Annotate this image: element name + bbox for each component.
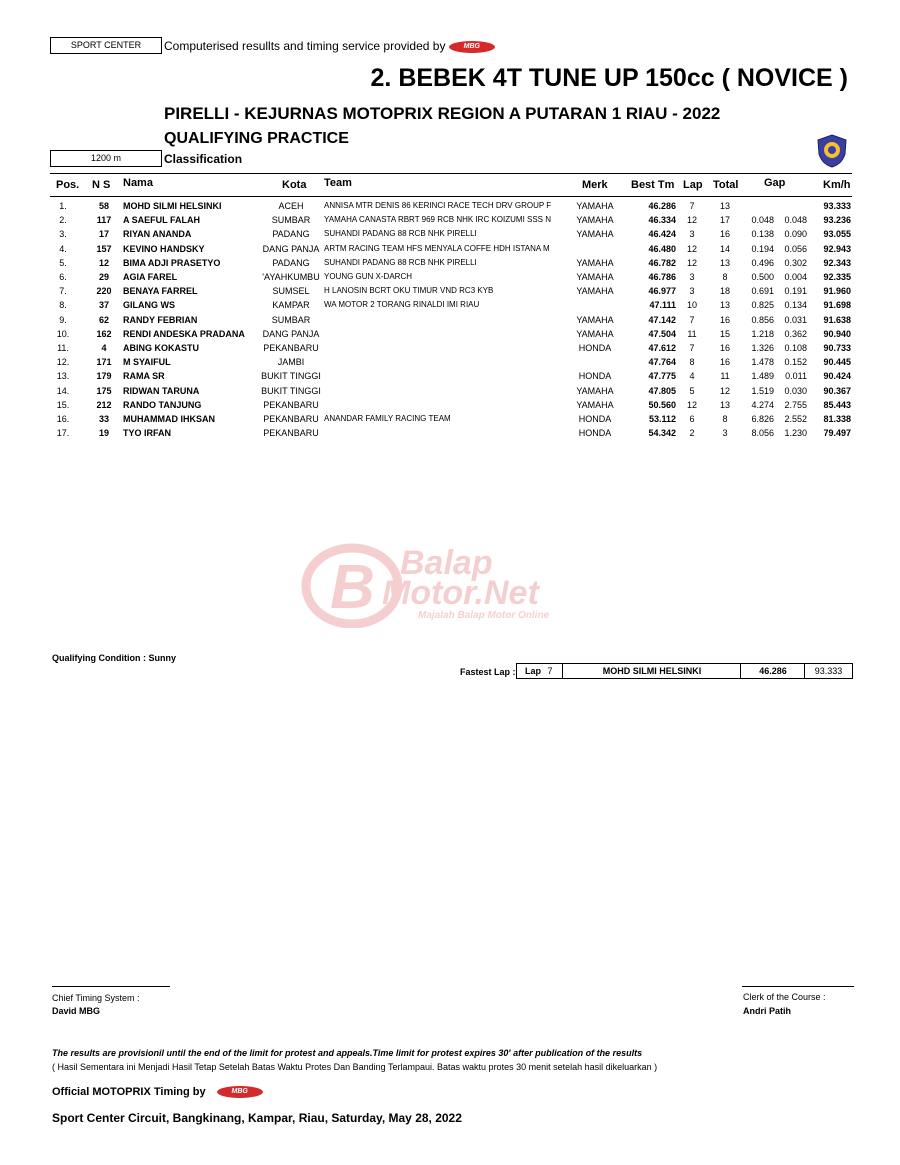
clerk-signature-line <box>742 986 854 987</box>
cell-gap1: 4.274 <box>751 399 774 410</box>
col-gap: Gap <box>764 177 786 189</box>
cell-lap: 3 <box>689 229 695 240</box>
cell-kmh: 79.497 <box>823 428 851 439</box>
watermark-line1: Balap <box>400 544 493 582</box>
cell-merk: YAMAHA <box>576 229 614 240</box>
chief-timing-label: Chief Timing System : <box>52 993 140 1003</box>
cell-kmh: 90.367 <box>823 385 851 396</box>
cell-best: 47.764 <box>648 357 676 368</box>
cell-gap2: 1.230 <box>784 428 807 439</box>
table-row <box>0 313 900 327</box>
cell-kota: BUKIT TINGGI <box>261 371 321 382</box>
cell-nama: M SYAIFUL <box>123 357 171 368</box>
cell-merk: HONDA <box>578 428 612 439</box>
cell-total: 15 <box>719 328 730 339</box>
cell-kmh: 92.343 <box>823 257 851 268</box>
cell-kmh: 92.943 <box>823 243 851 254</box>
cell-ns: 62 <box>98 314 109 325</box>
cell-merk: YAMAHA <box>576 201 614 211</box>
col-lap: Lap <box>683 179 703 191</box>
fastest-lap-lap-label: Lap <box>525 666 542 676</box>
cell-lap: 2 <box>689 428 695 439</box>
col-kmh: Km/h <box>823 179 851 191</box>
cell-nama: RENDI ANDESKA PRADANA <box>123 328 245 339</box>
cell-gap1: 0.138 <box>751 229 774 240</box>
official-timing <box>52 1086 263 1098</box>
cell-gap1: 0.194 <box>751 243 774 254</box>
cell-pos: 14. <box>56 385 70 396</box>
cell-team: WA MOTOR 2 TORANG RINALDI IMI RIAU <box>324 300 480 310</box>
cell-nama: MUHAMMAD IHKSAN <box>123 414 215 424</box>
session-title: QUALIFYING PRACTICE <box>164 130 349 147</box>
venue-box <box>50 37 162 54</box>
cell-ns: 33 <box>98 414 109 424</box>
cell-kmh: 90.733 <box>823 343 851 353</box>
cell-ns: 58 <box>98 201 109 211</box>
table-row <box>0 227 900 241</box>
cell-gap2: 0.004 <box>784 272 807 282</box>
cell-lap: 12 <box>686 215 697 226</box>
cell-pos: 17. <box>56 428 70 439</box>
cell-nama: RANDO TANJUNG <box>123 399 202 410</box>
disclaimer-indonesian: ( Hasil Sementara ini Menjadi Hasil Tetap Setelah Batas Waktu Protes Dan Banding Terlampaui. Batas waktu protes 30 menit setelah hasil dikeluarkan ) <box>52 1062 658 1072</box>
cell-total: 16 <box>719 357 730 368</box>
venue-label: SPORT CENTER <box>70 40 142 50</box>
watermark-line2: Motor.Net <box>382 574 539 612</box>
cell-gap2: 0.152 <box>784 357 807 368</box>
cell-gap1: 1.489 <box>751 371 774 382</box>
clerk-name: Andri Patih <box>743 1006 792 1016</box>
cell-kota: PADANG <box>272 257 310 268</box>
cell-nama: AGIA FAREL <box>123 272 178 282</box>
cell-pos: 12. <box>56 357 70 368</box>
col-pos: Pos. <box>56 179 80 191</box>
mbg-logo-icon: MBG <box>449 41 495 53</box>
cell-total: 13 <box>719 257 730 268</box>
cell-pos: 3. <box>59 229 67 240</box>
table-row <box>0 426 900 440</box>
cell-kmh: 93.333 <box>823 201 851 211</box>
cell-pos: 1. <box>59 201 67 211</box>
cell-gap1: 6.826 <box>751 414 774 424</box>
table-row <box>0 284 900 298</box>
cell-gap1: 0.856 <box>751 314 774 325</box>
cell-ns: 157 <box>96 243 112 254</box>
cell-gap2: 0.090 <box>784 229 807 240</box>
cell-pos: 13. <box>56 371 70 382</box>
cell-ns: 220 <box>96 286 112 297</box>
cell-best: 50.560 <box>648 399 676 410</box>
cell-lap: 12 <box>686 257 697 268</box>
cell-ns: 4 <box>101 343 107 353</box>
svg-text:B: B <box>330 553 375 622</box>
cell-gap2: 0.031 <box>784 314 807 325</box>
cell-merk: YAMAHA <box>576 385 614 396</box>
table-row <box>0 369 900 383</box>
cell-merk: YAMAHA <box>576 328 614 339</box>
cell-best: 46.977 <box>648 286 676 297</box>
cell-kota: PEKANBARU <box>263 428 319 439</box>
cell-kota: PEKANBARU <box>263 399 319 410</box>
cell-ns: 37 <box>98 300 109 311</box>
cell-nama: BENAYA FARREL <box>123 286 198 297</box>
cell-kota: JAMBI <box>277 357 305 368</box>
watermark <box>300 538 600 628</box>
fastest-lap-label: Fastest Lap : <box>460 667 516 677</box>
cell-ns: 117 <box>96 215 112 226</box>
cell-total: 8 <box>722 414 728 424</box>
cell-gap1: 0.500 <box>751 272 774 282</box>
cell-total: 17 <box>719 215 730 226</box>
cell-ns: 19 <box>98 428 109 439</box>
cell-best: 47.612 <box>648 343 676 353</box>
table-row <box>0 327 900 341</box>
cell-best: 46.424 <box>648 229 676 240</box>
cell-pos: 9. <box>59 314 67 325</box>
cell-total: 3 <box>722 428 728 439</box>
cell-lap: 3 <box>689 272 695 282</box>
cell-best: 46.786 <box>648 272 676 282</box>
table-row <box>0 341 900 355</box>
cell-kota: SUMBAR <box>271 215 311 226</box>
event-location: Sport Center Circuit, Bangkinang, Kampar, Riau, Saturday, May 28, 2022 <box>52 1111 462 1125</box>
cell-ns: 175 <box>96 385 112 396</box>
cell-kmh: 90.445 <box>823 357 851 368</box>
cell-ns: 212 <box>96 399 112 410</box>
table-row <box>0 398 900 412</box>
cell-gap1: 1.519 <box>751 385 774 396</box>
cell-gap2: 0.011 <box>785 371 807 382</box>
disclaimer: The results are provisionil until the end of the limit for protest and appeals.Time limit for protest expires 30' after publication of the results <box>52 1048 643 1058</box>
cell-nama: RAMA SR <box>123 371 165 382</box>
cell-merk: YAMAHA <box>576 215 614 226</box>
cell-gap1: 0.825 <box>751 300 774 311</box>
fastest-lap-rider: MOHD SILMI HELSINKI <box>562 663 742 679</box>
cell-gap2: 0.056 <box>784 243 807 254</box>
cell-kmh: 91.698 <box>823 300 851 311</box>
cell-nama: TYO IRFAN <box>123 428 172 439</box>
cell-ns: 162 <box>96 328 112 339</box>
cell-gap1: 1.218 <box>751 328 774 339</box>
cell-lap: 8 <box>689 357 695 368</box>
cell-total: 16 <box>719 343 730 353</box>
cell-team: YAMAHA CANASTA RBRT 969 RCB NHK IRC KOIZUMI SSS N <box>324 215 552 225</box>
cell-nama: GILANG WS <box>123 300 175 311</box>
cell-kota: PEKANBARU <box>263 343 319 353</box>
cell-best: 47.504 <box>648 328 676 339</box>
cell-gap1: 8.056 <box>751 428 774 439</box>
col-ns: N S <box>92 179 111 191</box>
cell-merk: YAMAHA <box>576 272 614 282</box>
col-kota: Kota <box>282 179 307 191</box>
cell-kota: KAMPAR <box>272 300 310 311</box>
official-timing-text: Official MOTOPRIX Timing by <box>52 1086 206 1098</box>
cell-lap: 12 <box>686 399 697 410</box>
cell-best: 47.111 <box>649 300 676 311</box>
cell-kmh: 92.335 <box>823 272 851 282</box>
chief-timing-name: David MBG <box>52 1006 101 1016</box>
cell-total: 18 <box>719 286 730 297</box>
watermark-tagline: Majalah Balap Motor Online <box>418 610 550 621</box>
cell-pos: 6. <box>59 272 67 282</box>
cell-pos: 5. <box>59 257 67 268</box>
shield-emblem-icon <box>816 134 848 168</box>
cell-merk: YAMAHA <box>576 399 614 410</box>
cell-gap1: 1.478 <box>751 357 774 368</box>
cell-merk: HONDA <box>578 343 612 353</box>
cell-team: ARTM RACING TEAM HFS MENYALA COFFE HDH ISTANA M <box>324 243 550 253</box>
cell-gap2: 0.362 <box>784 328 807 339</box>
chief-signature-line <box>52 986 170 987</box>
cell-pos: 4. <box>59 243 67 254</box>
cell-total: 13 <box>719 300 730 311</box>
mbg-footer-logo-icon: MBG <box>217 1086 263 1098</box>
cell-kota: DANG PANJA <box>262 328 320 339</box>
cell-ns: 12 <box>98 257 109 268</box>
cell-total: 16 <box>719 229 730 240</box>
cell-gap2: 0.302 <box>784 257 807 268</box>
cell-total: 16 <box>719 314 730 325</box>
cell-ns: 171 <box>96 357 112 368</box>
cell-gap2: 0.030 <box>784 385 807 396</box>
col-best: Best Tm <box>631 179 675 191</box>
event-subtitle: PIRELLI - KEJURNAS MOTOPRIX REGION A PUTARAN 1 RIAU - 2022 <box>164 104 721 123</box>
cell-pos: 7. <box>59 286 67 297</box>
table-row <box>0 384 900 398</box>
cell-merk: HONDA <box>578 371 612 382</box>
cell-team: SUHANDI PADANG 88 RCB NHK PIRELLI <box>324 229 477 239</box>
cell-gap1: 1.326 <box>751 343 774 353</box>
cell-nama: KEVINO HANDSKY <box>123 243 205 254</box>
cell-best: 47.775 <box>648 371 676 382</box>
distance-label: 1200 m <box>90 153 122 163</box>
cell-team: H LANOSIN BCRT OKU TIMUR VND RC3 KYB <box>324 286 494 296</box>
cell-lap: 12 <box>686 243 697 254</box>
cell-best: 54.342 <box>648 428 676 439</box>
col-merk: Merk <box>582 179 608 191</box>
cell-kmh: 81.338 <box>823 414 851 424</box>
cell-best: 47.142 <box>648 314 676 325</box>
cell-kota: BUKIT TINGGI <box>261 385 321 396</box>
cell-team: YOUNG GUN X-DARCH <box>324 272 413 281</box>
cell-pos: 15. <box>56 399 70 410</box>
cell-kmh: 93.236 <box>823 215 851 226</box>
col-total: Total <box>713 179 739 191</box>
cell-lap: 10 <box>686 300 697 311</box>
cell-lap: 7 <box>689 343 695 353</box>
cell-lap: 7 <box>689 314 695 325</box>
clerk-label: Clerk of the Course : <box>743 992 826 1002</box>
cell-merk: YAMAHA <box>576 314 614 325</box>
cell-pos: 8. <box>59 300 67 311</box>
cell-nama: ABING KOKASTU <box>123 343 199 353</box>
cell-lap: 5 <box>689 385 695 396</box>
cell-lap: 3 <box>689 286 695 297</box>
cell-best: 46.782 <box>648 257 676 268</box>
cell-ns: 179 <box>96 371 112 382</box>
cell-merk: YAMAHA <box>576 257 614 268</box>
table-row <box>0 242 900 256</box>
cell-best: 53.112 <box>648 414 676 424</box>
cell-merk: HONDA <box>578 414 612 424</box>
results-table <box>0 199 900 444</box>
cell-kota: SUMSEL <box>272 286 310 297</box>
cell-lap: 11 <box>687 328 697 339</box>
cell-kmh: 93.055 <box>823 229 851 240</box>
table-row <box>0 270 900 284</box>
cell-kota: DANG PANJA <box>262 243 320 254</box>
distance-box <box>50 150 162 167</box>
cell-gap1: 0.048 <box>751 215 774 226</box>
table-row <box>0 355 900 369</box>
cell-pos: 11. <box>57 343 69 353</box>
cell-gap2: 0.048 <box>784 215 807 226</box>
cell-team: ANANDAR FAMILY RACING TEAM <box>324 414 451 423</box>
col-nama: Nama <box>123 177 153 189</box>
cell-total: 12 <box>719 385 730 396</box>
cell-total: 11 <box>720 371 730 382</box>
qualifying-condition: Qualifying Condition : Sunny <box>52 653 176 663</box>
cell-kmh: 91.960 <box>823 286 851 297</box>
cell-gap2: 0.108 <box>784 343 807 353</box>
cell-nama: RIYAN ANANDA <box>123 229 192 240</box>
provided-text: Computerised resullts and timing service provided by <box>164 39 446 53</box>
cell-gap1: 0.496 <box>751 257 774 268</box>
cell-lap: 4 <box>689 371 695 382</box>
cell-total: 13 <box>719 399 730 410</box>
table-row <box>0 298 900 312</box>
table-row <box>0 256 900 270</box>
cell-gap2: 0.134 <box>784 300 807 311</box>
fastest-lap-lap: 7 <box>547 666 553 676</box>
cell-total: 13 <box>719 201 730 211</box>
cell-kota: ACEH <box>278 201 304 211</box>
table-row <box>0 199 900 213</box>
cell-pos: 16. <box>56 414 70 424</box>
cell-merk: YAMAHA <box>576 286 614 297</box>
cell-kota: 'AYAHKUMBU <box>262 272 320 282</box>
cell-total: 14 <box>719 243 730 254</box>
cell-nama: RIDWAN TARUNA <box>123 385 200 396</box>
cell-kota: SUMBAR <box>271 314 311 325</box>
cell-lap: 6 <box>689 414 695 424</box>
cell-kmh: 90.424 <box>823 371 851 382</box>
cell-team: SUHANDI PADANG 88 RCB NHK PIRELLI <box>324 257 477 267</box>
cell-nama: MOHD SILMI HELSINKI <box>123 201 222 211</box>
cell-kmh: 85.443 <box>823 399 851 410</box>
cell-kmh: 90.940 <box>823 328 851 339</box>
cell-lap: 7 <box>689 201 695 211</box>
classification-label: Classification <box>164 152 243 166</box>
cell-ns: 29 <box>98 272 109 282</box>
cell-best: 47.805 <box>648 385 676 396</box>
cell-gap1: 0.691 <box>751 286 774 297</box>
cell-team: ANNISA MTR DENIS 86 KERINCI RACE TECH DRV GROUP F <box>324 201 552 210</box>
cell-best: 46.480 <box>648 243 676 254</box>
cell-nama: A SAEFUL FALAH <box>123 215 201 226</box>
cell-kota: PADANG <box>272 229 310 240</box>
fastest-lap-speed: 93.333 <box>804 663 853 679</box>
table-row <box>0 213 900 227</box>
fastest-lap-number-box <box>516 663 564 679</box>
table-header <box>50 173 852 197</box>
table-row <box>0 412 900 426</box>
cell-gap2: 2.755 <box>784 399 807 410</box>
cell-ns: 17 <box>98 229 109 240</box>
cell-gap2: 0.191 <box>784 286 807 297</box>
cell-best: 46.334 <box>648 215 676 226</box>
cell-nama: RANDY FEBRIAN <box>123 314 198 325</box>
cell-nama: BIMA ADJI PRASETYO <box>123 257 221 268</box>
cell-pos: 2. <box>59 215 67 226</box>
fastest-lap-time: 46.286 <box>740 663 806 679</box>
page-title: 2. BEBEK 4T TUNE UP 150cc ( NOVICE ) <box>370 64 848 92</box>
cell-best: 46.286 <box>648 201 676 211</box>
cell-total: 8 <box>722 272 728 282</box>
provided-by <box>164 39 495 53</box>
cell-kmh: 91.638 <box>823 314 851 325</box>
col-team: Team <box>324 177 352 189</box>
cell-gap2: 2.552 <box>784 414 807 424</box>
cell-pos: 10. <box>56 328 70 339</box>
cell-kota: PEKANBARU <box>263 414 319 424</box>
